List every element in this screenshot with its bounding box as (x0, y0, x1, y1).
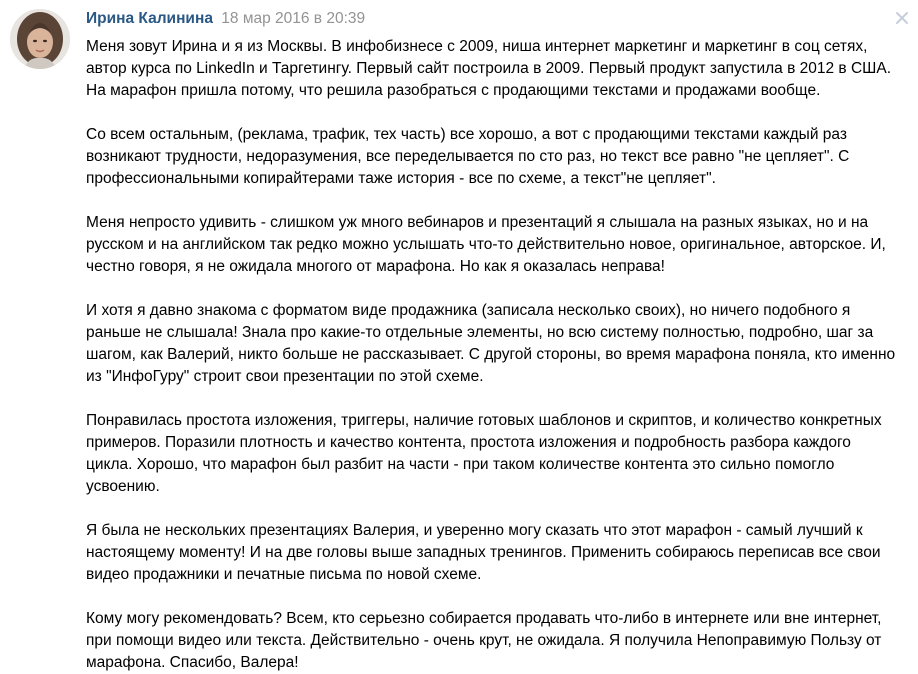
paragraph-2 (86, 124, 914, 190)
text-line: Я была не нескольких презентациях Валерия, и уверенно могу сказать что этот марафон - самый лучший к (86, 522, 863, 539)
text-line: И хотя я давно знакома с форматом виде продажника (записала несколько своих), но ничего подобного я (86, 302, 851, 319)
text-line: На марафон пришла потому, что решила разобраться с продающими текстами и продажами вообще. (86, 82, 821, 99)
text-line: Меня зовут Ирина и я из Москвы. В инфобизнесе с 2009, ниша интернет маркетинг и маркетинг в соц сетях, (86, 38, 868, 55)
paragraph-7 (86, 608, 914, 674)
text-line: из "ИнфоГуру" строит свои презентации по этой схеме. (86, 368, 484, 385)
paragraph-3 (86, 212, 914, 278)
text-line: марафона. Спасибо, Валера! (86, 654, 299, 671)
text-line: Со всем остальным, (реклама, трафик, тех часть) все хорошо, а вот с продающими текстами каждый раз (86, 126, 847, 143)
text-line: Меня непросто удивить - слишком уж много вебинаров и презентаций я слышала на разных языках, но и на (86, 214, 869, 231)
user-avatar-photo-icon (10, 9, 70, 69)
text-line: шагом, как Валерий, никто больше не рассказывает. С другой стороны, во время марафона поняла, кто именно (86, 346, 896, 363)
text-line: русском и на английском так редко можно услышать что-то действительно новое, оригинальное, авторское. И, (86, 236, 886, 253)
text-line: раньше не слышала! Знала про какие-то отдельные элементы, но всю систему полностью, подробно, шаг за (86, 324, 874, 341)
text-line: Понравилась простота изложения, триггеры, наличие готовых шаблонов и скриптов, и количество конкретных (86, 412, 882, 429)
text-line: профессиональными копирайтерами таже история - все по схеме, а текст"не цепляет". (86, 170, 716, 187)
text-line: настоящему моменту! И на две головы выше западных тренингов. Применить собираюсь переписав все свои (86, 544, 881, 561)
post-date[interactable]: 18 мар 2016 в 20:39 (221, 10, 366, 27)
post-text (86, 36, 914, 674)
text-line: примеров. Поразили плотность и качество контента, простота изложения и подробность разбора каждого (86, 434, 851, 451)
text-line: Кому могу рекомендовать? Всем, кто серьезно собирается продавать что-либо в интернете или вне интернет, (86, 610, 882, 627)
paragraph-1 (86, 36, 914, 102)
text-line: при помощи видео или текста. Действительно - очень крут, не ожидала. Я получила Непоправимую Пользу от (86, 632, 882, 649)
author-name[interactable]: Ирина Калинина (86, 10, 213, 27)
text-line: цикла. Хорошо, что марафон был разбит на части - при таком количестве контента это сильно помогло (86, 456, 835, 473)
post-header (86, 9, 365, 29)
text-line: видео продажники и печатные письма по новой схеме. (86, 566, 482, 583)
close-button[interactable] (894, 10, 910, 26)
text-line: усвоению. (86, 478, 160, 495)
text-line: честно говоря, я не ожидала многого от марафона. Но как я оказалась неправа! (86, 258, 665, 275)
paragraph-6 (86, 520, 914, 586)
avatar[interactable] (10, 9, 70, 69)
text-line: автор курса по LinkedIn и Таргетингу. Первый сайт построила в 2009. Первый продукт запустила в 2012 в США. (86, 60, 892, 77)
paragraph-4 (86, 300, 914, 388)
close-icon (894, 10, 910, 26)
text-line: возникают трудности, недоразумения, все переделывается по сто раз, но текст все равно "не цепляет". С (86, 148, 850, 165)
paragraph-5 (86, 410, 914, 498)
